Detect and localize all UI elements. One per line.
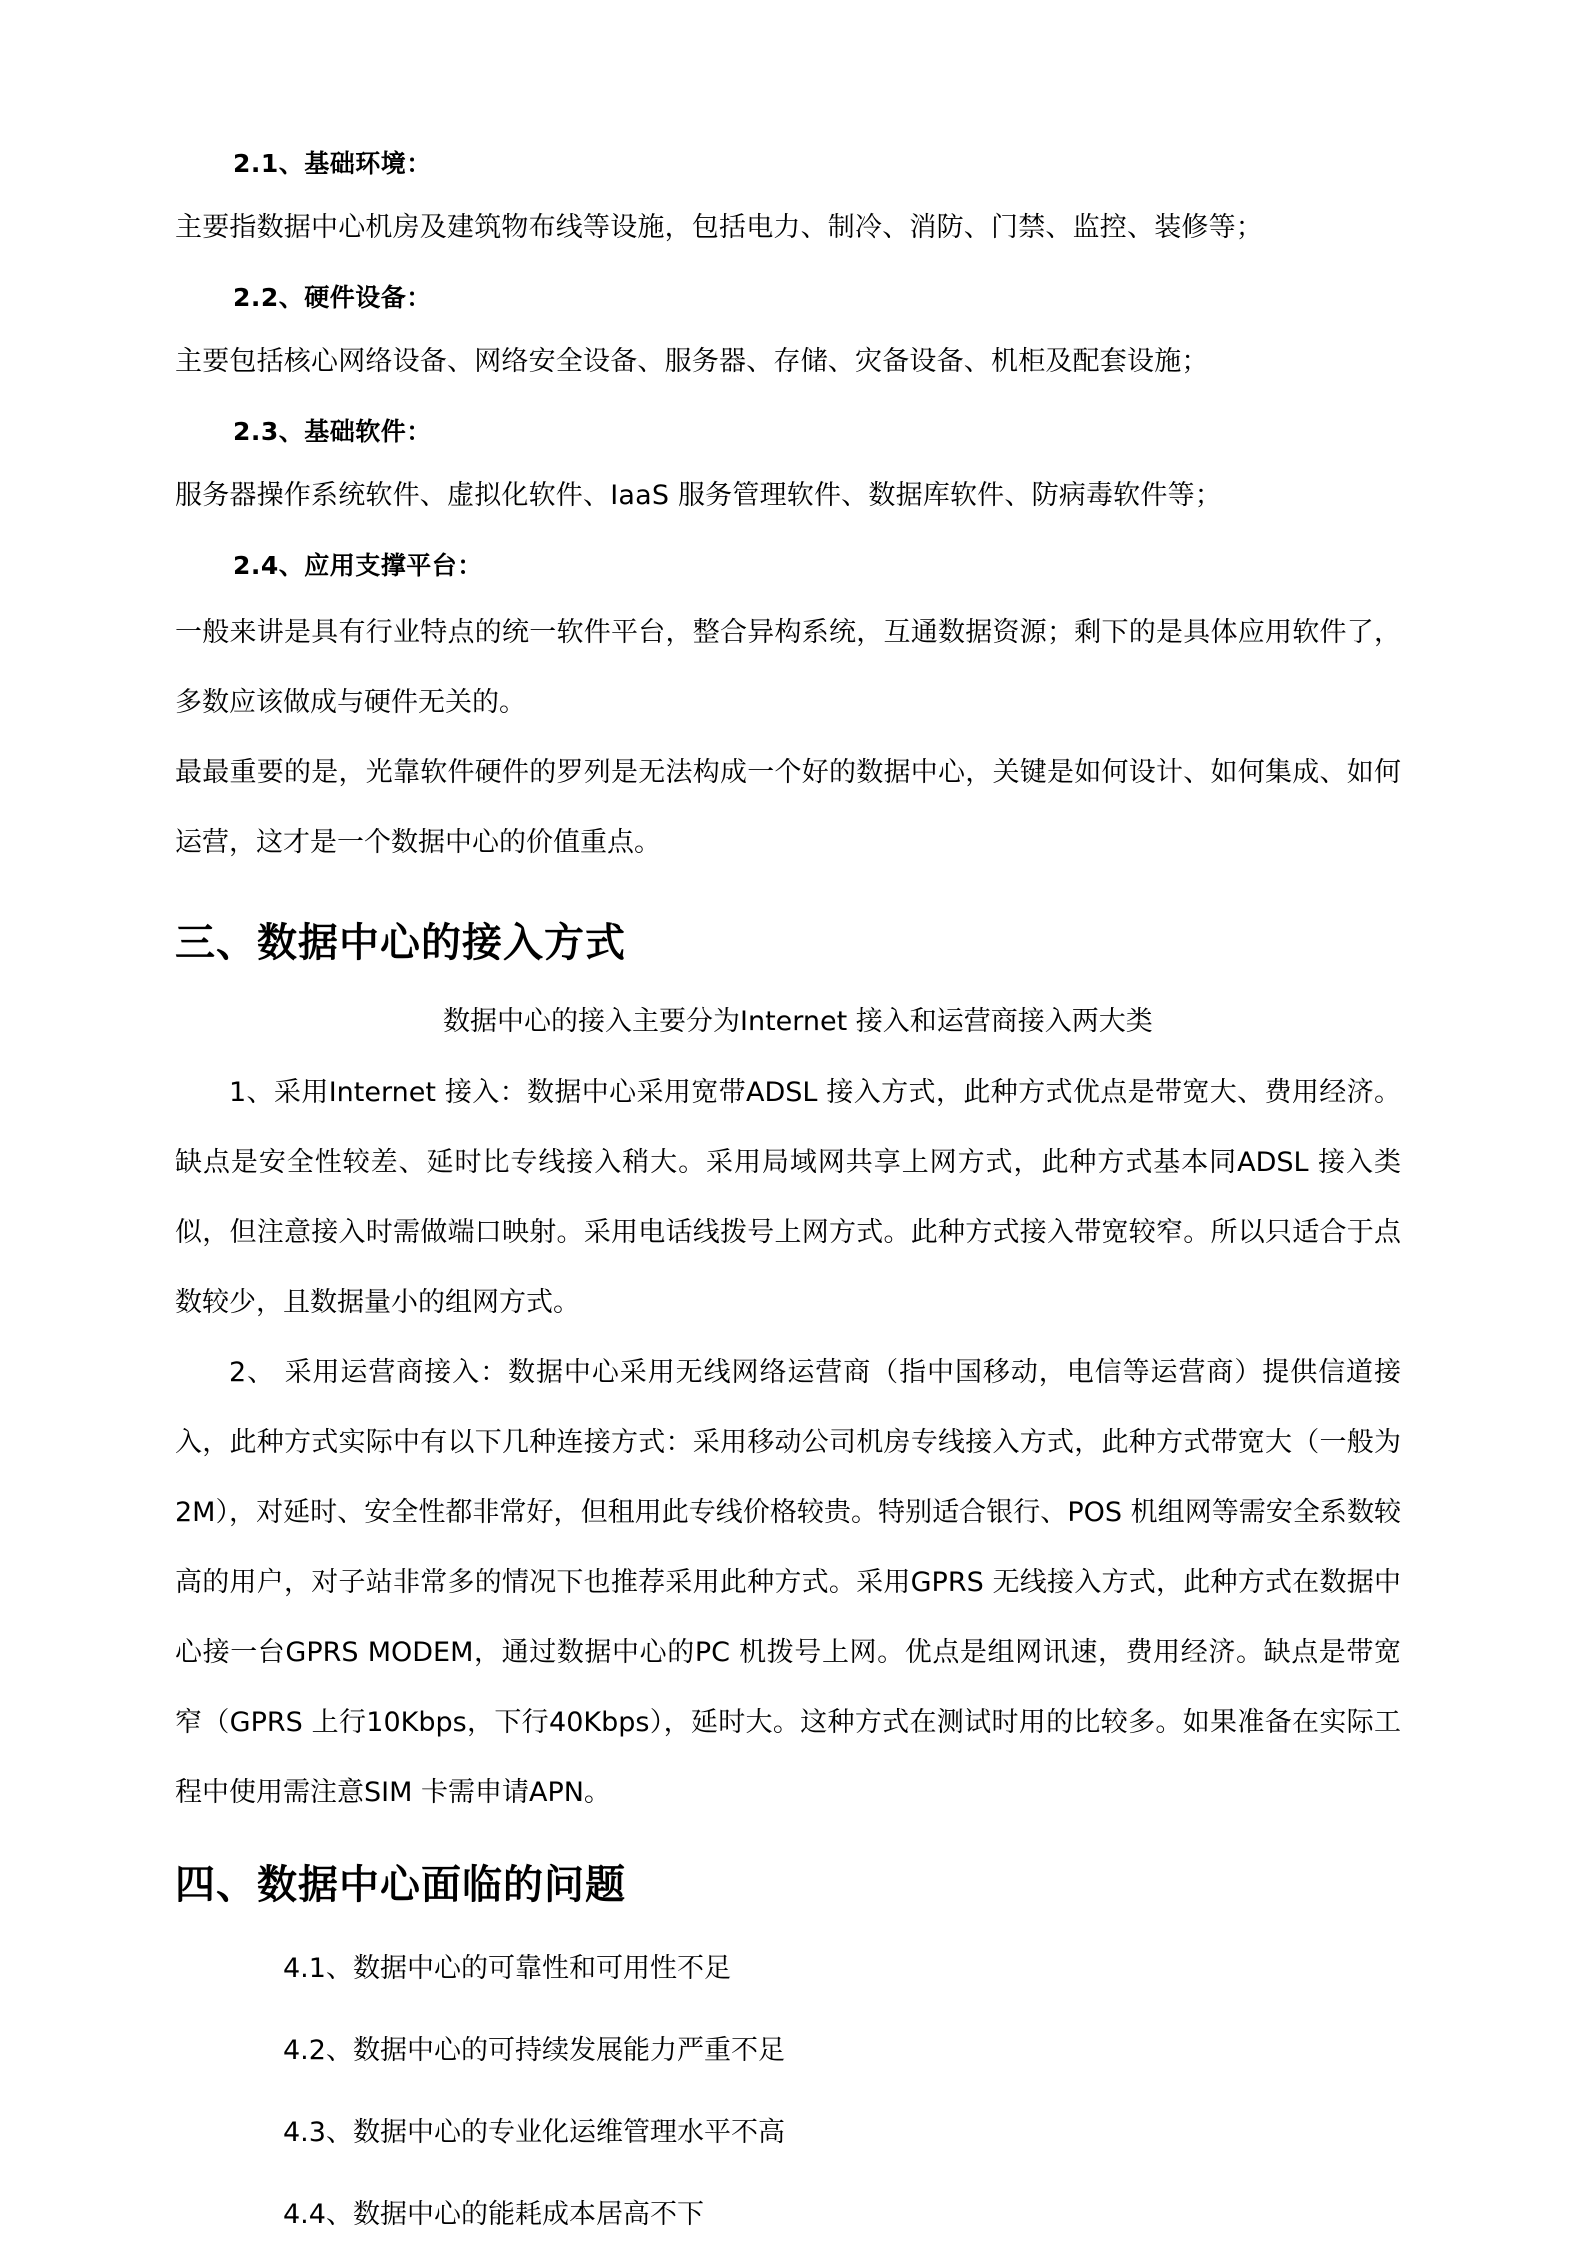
section-body-2-4: 一般来讲是具有行业特点的统一软件平台，整合异构系统，互通数据资源；剩下的是具体应用软件了，多数应该做成与硬件无关的。 <box>175 617 1401 718</box>
closing-paragraph: 最最重要的是，光靠软件硬件的罗列是无法构成一个好的数据中心，关键是如何设计、如何集成、如何运营，这才是一个数据中心的价值重点。 <box>175 757 1401 858</box>
list-item: 4.4、数据中心的能耗成本居高不下 <box>283 2199 704 2230</box>
chapter-three-paragraph-1: 1、采用Internet 接入：数据中心采用宽带ADSL 接入方式，此种方式优点是带宽大、费用经济。缺点是安全性较差、延时比专线接入稍大。采用局域网共享上网方式，此种方式基本同ADSL 接入类似，但注意接入时需做端口映射。采用电话线拨号上网方式。此种方式接入带宽较窄。所以只适合于点数较少，且数据量小的组网方式。 <box>175 1077 1401 1318</box>
section-heading-2-2: 2.2、硬件设备： <box>233 283 432 312</box>
chapter-four-heading: 四、数据中心面临的问题 <box>175 1862 626 1908</box>
chapter-three-lead: 数据中心的接入主要分为Internet 接入和运营商接入两大类 <box>443 1006 1153 1037</box>
section-heading-2-3: 2.3、基础软件： <box>233 417 432 446</box>
list-item: 4.3、数据中心的专业化运维管理水平不高 <box>283 2117 785 2148</box>
chapter-three-paragraph-2: 2、 采用运营商接入：数据中心采用无线网络运营商（指中国移动，电信等运营商）提供信道接入，此种方式实际中有以下几种连接方式：采用移动公司机房专线接入方式，此种方式带宽大（一般为2M），对延时、安全性都非常好，但租用此专线价格较贵。特别适合银行、POS 机组网等需安全系数较高的用户，对子站非常多的情况下也推荐采用此种方式。采用GPRS 无线接入方式，此种方式在数据中心接一台GPRS MODEM，通过数据中心的PC 机拨号上网。优点是组网讯速，费用经济。缺点是带宽窄（GPRS 上行10Kbps，下行40Kbps），延时大。这种方式在测试时用的比较多。如果准备在实际工程中使用需注意SIM 卡需申请APN。 <box>175 1357 1401 1808</box>
chapter-three-heading: 三、数据中心的接入方式 <box>175 920 626 966</box>
section-body-2-3: 服务器操作系统软件、虚拟化软件、IaaS 服务管理软件、数据库软件、防病毒软件等； <box>175 480 1222 511</box>
section-body-2-2: 主要包括核心网络设备、网络安全设备、服务器、存储、灾备设备、机柜及配套设施； <box>175 346 1209 377</box>
section-heading-2-4: 2.4、应用支撑平台： <box>233 551 483 580</box>
section-heading-2-1: 2.1、基础环境： <box>233 149 432 178</box>
section-body-2-1: 主要指数据中心机房及建筑物布线等设施，包括电力、制冷、消防、门禁、监控、装修等； <box>175 212 1263 243</box>
list-item: 4.2、数据中心的可持续发展能力严重不足 <box>283 2035 785 2066</box>
document-body <box>175 132 1401 2245</box>
list-item: 4.1、数据中心的可靠性和可用性不足 <box>283 1953 731 1984</box>
